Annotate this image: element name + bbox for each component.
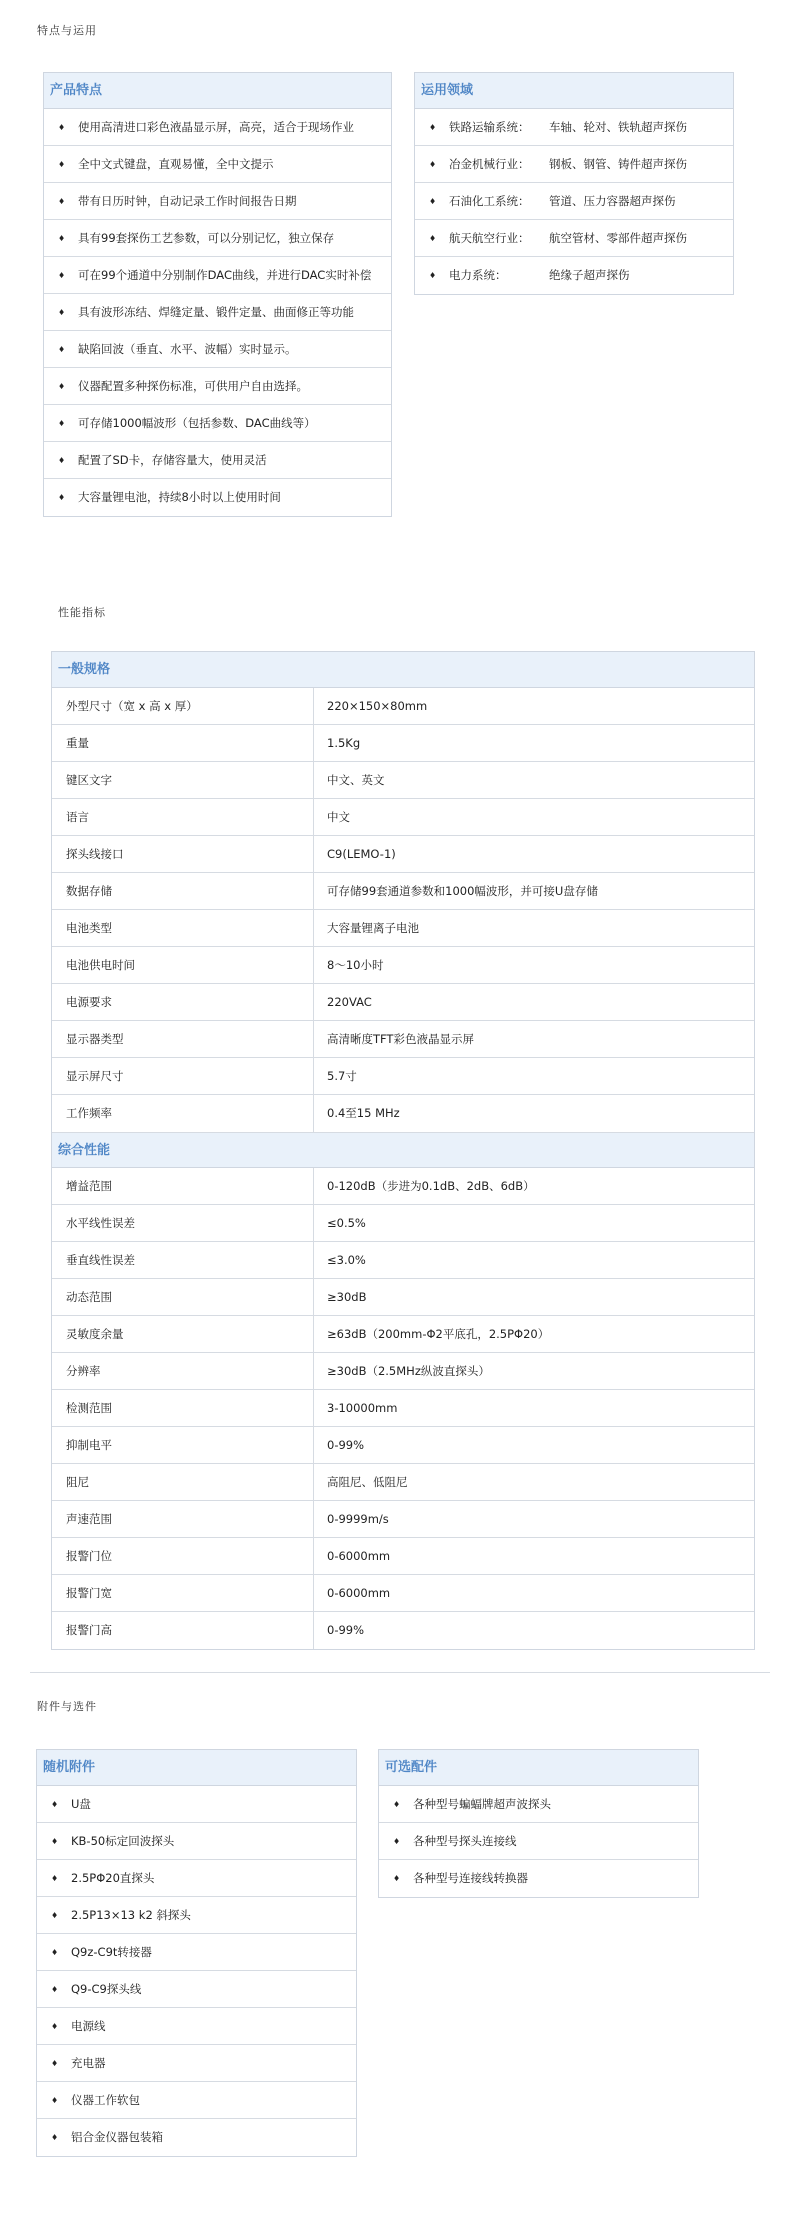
product-features-list — [44, 109, 391, 516]
bullet-icon: ♦ — [429, 123, 437, 132]
list-item — [37, 1971, 356, 2008]
list-item-text: 铝合金仪器包装箱 — [71, 2130, 163, 2144]
spec-value: 0-6000mm — [327, 1549, 391, 1563]
product-features-header: 产品特点 — [44, 73, 391, 109]
table-row — [52, 1575, 754, 1612]
table-row — [52, 1390, 754, 1427]
spec-key: 探头线接口 — [52, 836, 314, 872]
spec-value: 220VAC — [327, 995, 372, 1009]
spec-value: C9(LEMO-1) — [327, 847, 396, 861]
spec-key: 声速范围 — [52, 1501, 314, 1537]
list-item — [379, 1823, 698, 1860]
list-item-text: 各种型号蝙蝠牌超声波探头 — [413, 1797, 551, 1811]
list-item — [415, 183, 733, 220]
list-item-text: 全中文式键盘，直观易懂，全中文提示 — [78, 157, 274, 171]
optional-accessories-header: 可选配件 — [379, 1750, 698, 1786]
application-value: 钢板、钢管、铸件超声探伤 — [549, 157, 687, 171]
spec-key: 增益范围 — [52, 1168, 314, 1204]
list-item — [37, 1860, 356, 1897]
table-row — [52, 836, 754, 873]
spec-key: 语言 — [52, 799, 314, 835]
list-item-text: 带有日历时钟，自动记录工作时间报告日期 — [78, 194, 297, 208]
table-row — [52, 1538, 754, 1575]
list-item — [37, 2119, 356, 2156]
list-item — [37, 1786, 356, 1823]
list-item — [44, 331, 391, 368]
table-row — [52, 1021, 754, 1058]
spec-value: 可存储99套通道参数和1000幅波形，并可接U盘存储 — [327, 884, 598, 898]
table-row — [52, 1279, 754, 1316]
section-title-features: 特点与运用 — [37, 24, 97, 37]
spec-key: 电池类型 — [52, 910, 314, 946]
bullet-icon: ♦ — [58, 123, 66, 132]
list-item — [44, 294, 391, 331]
spec-key: 报警门位 — [52, 1538, 314, 1574]
table-row — [52, 947, 754, 984]
list-item — [37, 2082, 356, 2119]
list-item-text: 可在99个通道中分别制作DAC曲线，并进行DAC实时补偿 — [78, 268, 372, 282]
list-item — [379, 1786, 698, 1823]
applications-list — [415, 109, 733, 294]
table-row — [52, 762, 754, 799]
list-item — [37, 1934, 356, 1971]
application-value: 管道、压力容器超声探伤 — [549, 194, 676, 208]
table-row — [52, 1168, 754, 1205]
spec-value: ≥30dB（2.5MHz纵波直探头） — [327, 1364, 490, 1378]
table-row — [52, 1427, 754, 1464]
spec-value: 大容量锂离子电池 — [327, 921, 419, 935]
table-row — [52, 1242, 754, 1279]
bullet-icon: ♦ — [51, 1837, 59, 1846]
list-item — [37, 1897, 356, 1934]
spec-value: ≤0.5% — [327, 1216, 366, 1230]
spec-value: 5.7寸 — [327, 1069, 357, 1083]
list-item — [44, 109, 391, 146]
spec-key: 阻尼 — [52, 1464, 314, 1500]
bullet-icon: ♦ — [393, 1837, 401, 1846]
standard-accessories-list — [37, 1786, 356, 2156]
spec-value: 0-6000mm — [327, 1586, 391, 1600]
spec-value: 0-99% — [327, 1438, 365, 1452]
list-item — [37, 2008, 356, 2045]
spec-value: 0-9999m/s — [327, 1512, 389, 1526]
list-item-text: 2.5PΦ20直探头 — [71, 1871, 155, 1885]
list-item — [44, 368, 391, 405]
spec-key: 外型尺寸（宽 x 高 x 厚） — [52, 688, 314, 724]
spec-value: ≤3.0% — [327, 1253, 366, 1267]
table-row — [52, 1353, 754, 1390]
list-item — [44, 220, 391, 257]
bullet-icon: ♦ — [58, 419, 66, 428]
list-item-text: 使用高清进口彩色液晶显示屏，高亮，适合于现场作业 — [78, 120, 354, 134]
spec-value: 0.4至15 MHz — [327, 1106, 400, 1120]
spec-value: 220×150×80mm — [327, 699, 428, 713]
bullet-icon: ♦ — [58, 234, 66, 243]
bullet-icon: ♦ — [429, 160, 437, 169]
spec-key: 动态范围 — [52, 1279, 314, 1315]
bullet-icon: ♦ — [58, 271, 66, 280]
bullet-icon: ♦ — [58, 382, 66, 391]
bullet-icon: ♦ — [51, 1948, 59, 1957]
bullet-icon: ♦ — [51, 1874, 59, 1883]
spec-value: 3-10000mm — [327, 1401, 398, 1415]
table-row — [52, 1205, 754, 1242]
list-item-text: 大容量锂电池，持续8小时以上使用时间 — [78, 490, 281, 504]
table-row — [52, 1612, 754, 1649]
spec-value: 0-99% — [327, 1623, 365, 1637]
bullet-icon: ♦ — [51, 1800, 59, 1809]
application-label: 铁路运输系统： — [449, 120, 530, 134]
table-row — [52, 725, 754, 762]
list-item — [44, 405, 391, 442]
spec-value: 中文、英文 — [327, 773, 385, 787]
list-item-text: 各种型号连接线转换器 — [413, 1871, 528, 1885]
section-divider — [30, 1672, 770, 1673]
bullet-icon: ♦ — [393, 1874, 401, 1883]
bullet-icon: ♦ — [51, 2022, 59, 2031]
spec-key: 水平线性误差 — [52, 1205, 314, 1241]
list-item-text: KB-50标定回波探头 — [71, 1834, 175, 1848]
spec-value: 高清晰度TFT彩色液晶显示屏 — [327, 1032, 474, 1046]
table-row — [52, 1501, 754, 1538]
spec-value: 8～10小时 — [327, 958, 384, 972]
applications-box — [414, 72, 734, 295]
spec-key: 抑制电平 — [52, 1427, 314, 1463]
bullet-icon: ♦ — [51, 2133, 59, 2142]
spec-key: 电池供电时间 — [52, 947, 314, 983]
list-item — [37, 1823, 356, 1860]
list-item-text: 可存储1000幅波形（包括参数、DAC曲线等） — [78, 416, 316, 430]
list-item-text: Q9z-C9t转接器 — [71, 1945, 152, 1959]
table-row — [52, 873, 754, 910]
applications-header: 运用领域 — [415, 73, 733, 109]
bullet-icon: ♦ — [58, 493, 66, 502]
list-item-text: 配置了SD卡，存储容量大，使用灵活 — [78, 453, 267, 467]
application-value: 航空管材、零部件超声探伤 — [549, 231, 687, 245]
application-label: 石油化工系统： — [449, 194, 530, 208]
bullet-icon: ♦ — [58, 197, 66, 206]
spec-key: 显示器类型 — [52, 1021, 314, 1057]
spec-key: 重量 — [52, 725, 314, 761]
spec-key: 数据存储 — [52, 873, 314, 909]
bullet-icon: ♦ — [51, 1985, 59, 1994]
bullet-icon: ♦ — [58, 308, 66, 317]
list-item-text: 缺陷回波（垂直、水平、波幅）实时显示。 — [78, 342, 297, 356]
table-row — [52, 1316, 754, 1353]
spec-value: ≥30dB — [327, 1290, 367, 1304]
list-item-text: 仪器工作软包 — [71, 2093, 140, 2107]
spec-key: 显示屏尺寸 — [52, 1058, 314, 1094]
spec-group-combined: 综合性能 — [52, 1132, 754, 1168]
general-rows — [52, 688, 754, 1132]
list-item-text: 具有波形冻结、焊缝定量、锻件定量、曲面修正等功能 — [78, 305, 354, 319]
spec-key: 报警门高 — [52, 1612, 314, 1649]
application-label: 冶金机械行业： — [449, 157, 530, 171]
spec-table — [51, 651, 755, 1650]
table-row — [52, 1058, 754, 1095]
list-item-text: 仪器配置多种探伤标准，可供用户自由选择。 — [78, 379, 308, 393]
bullet-icon: ♦ — [429, 271, 437, 280]
product-features-box — [43, 72, 392, 517]
list-item — [44, 479, 391, 516]
optional-accessories-box — [378, 1749, 699, 1898]
list-item — [379, 1860, 698, 1897]
list-item-text: 充电器 — [71, 2056, 106, 2070]
bullet-icon: ♦ — [51, 2096, 59, 2105]
table-row — [52, 910, 754, 947]
list-item-text: 具有99套探伤工艺参数，可以分别记忆，独立保存 — [78, 231, 335, 245]
application-value: 绝缘子超声探伤 — [549, 268, 630, 282]
list-item — [415, 146, 733, 183]
spec-value: 高阻尼、低阻尼 — [327, 1475, 408, 1489]
spec-key: 报警门宽 — [52, 1575, 314, 1611]
list-item-text: 电源线 — [71, 2019, 106, 2033]
table-row — [52, 688, 754, 725]
spec-key: 分辨率 — [52, 1353, 314, 1389]
bullet-icon: ♦ — [429, 234, 437, 243]
standard-accessories-header: 随机附件 — [37, 1750, 356, 1786]
list-item — [44, 442, 391, 479]
application-label: 电力系统： — [449, 268, 507, 282]
bullet-icon: ♦ — [429, 197, 437, 206]
spec-key: 电源要求 — [52, 984, 314, 1020]
spec-key: 垂直线性误差 — [52, 1242, 314, 1278]
optional-accessories-list — [379, 1786, 698, 1897]
application-label: 航天航空行业： — [449, 231, 530, 245]
table-row — [52, 799, 754, 836]
spec-key: 工作频率 — [52, 1095, 314, 1132]
table-row — [52, 984, 754, 1021]
list-item — [415, 220, 733, 257]
spec-value: 0-120dB（步进为0.1dB、2dB、6dB） — [327, 1179, 535, 1193]
bullet-icon: ♦ — [58, 345, 66, 354]
section-title-accessories: 附件与选件 — [37, 1700, 97, 1713]
spec-key: 检测范围 — [52, 1390, 314, 1426]
list-item-text: Q9-C9探头线 — [71, 1982, 142, 1996]
list-item — [44, 146, 391, 183]
section-title-performance: 性能指标 — [58, 606, 106, 619]
bullet-icon: ♦ — [58, 160, 66, 169]
list-item — [44, 257, 391, 294]
combined-rows — [52, 1168, 754, 1649]
spec-value: 中文 — [327, 810, 350, 824]
list-item — [37, 2045, 356, 2082]
application-value: 车轴、轮对、铁轨超声探伤 — [549, 120, 687, 134]
bullet-icon: ♦ — [51, 2059, 59, 2068]
spec-value: 1.5Kg — [327, 736, 361, 750]
list-item-text: 各种型号探头连接线 — [413, 1834, 517, 1848]
bullet-icon: ♦ — [58, 456, 66, 465]
spec-group-general: 一般规格 — [52, 652, 754, 688]
table-row — [52, 1464, 754, 1501]
bullet-icon: ♦ — [393, 1800, 401, 1809]
list-item-text: 2.5P13×13 k2 斜探头 — [71, 1908, 191, 1922]
table-row — [52, 1095, 754, 1132]
list-item-text: U盘 — [71, 1797, 91, 1811]
spec-value: ≥63dB（200mm-Φ2平底孔，2.5PΦ20） — [327, 1327, 550, 1341]
list-item — [415, 257, 733, 294]
spec-key: 键区文字 — [52, 762, 314, 798]
bullet-icon: ♦ — [51, 1911, 59, 1920]
standard-accessories-box — [36, 1749, 357, 2157]
list-item — [44, 183, 391, 220]
list-item — [415, 109, 733, 146]
spec-key: 灵敏度余量 — [52, 1316, 314, 1352]
